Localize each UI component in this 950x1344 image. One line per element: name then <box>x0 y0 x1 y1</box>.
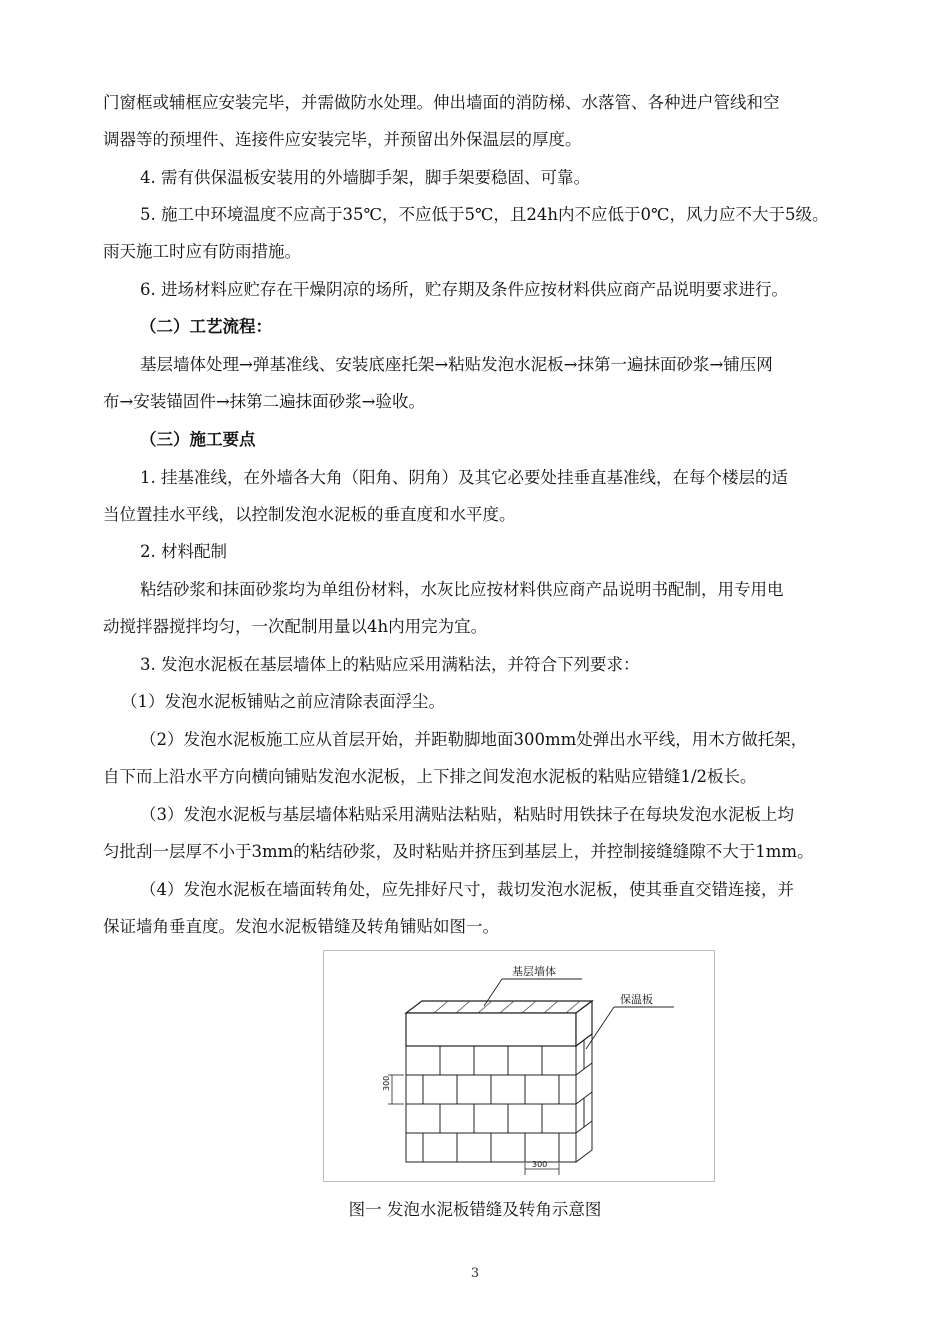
text-line: 调器等的预埋件、连接件应安装完毕，并预留出外保温层的厚度。 <box>103 130 582 149</box>
paragraph-continuation <box>103 84 893 158</box>
text-line: 自下而上沿水平方向横向铺贴发泡水泥板，上下排之间发泡水泥板的粘贴应错缝1/2板长。 <box>103 767 757 786</box>
paragraph-sub-3 <box>103 796 893 870</box>
dim-horizontal-label: 300 <box>532 1160 548 1169</box>
paragraph-sub-2 <box>103 721 893 795</box>
text-line: 3. 发泡水泥板在基层墙体上的粘贴应采用满粘法，并符合下列要求： <box>140 655 640 674</box>
text-line: （2）发泡水泥板施工应从首层开始，并距勒脚地面300mm处弹出水平线，用木方做托架， <box>140 730 808 749</box>
text-line: （3）发泡水泥板与基层墙体粘贴采用满贴法粘贴，粘贴时用铁抹子在每块发泡水泥板上均 <box>140 805 794 824</box>
text-line: 动搅拌器搅拌均匀，一次配制用量以4h内用完为宜。 <box>103 617 488 636</box>
paragraph-sub-1 <box>103 683 893 720</box>
text-line: （1）发泡水泥板铺贴之前应清除表面浮尘。 <box>121 692 445 711</box>
dim-vertical-label: 300 <box>382 1075 391 1091</box>
heading-text: （三）施工要点 <box>140 430 256 449</box>
paragraph-mixing <box>103 571 893 645</box>
text-line: （4）发泡水泥板在墙面转角处，应先排好尺寸，裁切发泡水泥板，使其垂直交错连接，并 <box>140 880 794 899</box>
text-line: 4. 需有供保温板安装用的外墙脚手架，脚手架要稳固、可靠。 <box>140 168 590 187</box>
front-boards <box>406 1046 576 1162</box>
page-number: 3 <box>470 1266 480 1281</box>
figure-caption: 图一 发泡水泥板错缝及转角示意图 <box>348 1200 602 1219</box>
paragraph-point-1 <box>103 459 893 533</box>
label-wall: 基层墙体 <box>512 965 556 978</box>
paragraph-item-4 <box>103 159 893 196</box>
paragraph-item-5 <box>103 196 893 270</box>
text-line: 匀批刮一层厚不小于3mm的粘结砂浆，及时粘贴并挤压到基层上，并控制接缝缝隙不大于1mm。 <box>103 842 814 861</box>
text-line: 当位置挂水平线，以控制发泡水泥板的垂直度和水平度。 <box>103 505 516 524</box>
paragraph-process-flow <box>103 346 893 420</box>
section-heading-key-points <box>103 421 893 458</box>
heading-text: （二）工艺流程： <box>140 317 272 336</box>
text-line: 粘结砂浆和抹面砂浆均为单组份材料，水灰比应按材料供应商产品说明书配制，用专用电 <box>140 580 784 599</box>
text-line: 5. 施工中环境温度不应高于35℃，不应低于5℃，且24h内不应低于0℃，风力应不大于5级。 <box>140 205 829 224</box>
label-board: 保温板 <box>620 993 653 1006</box>
paragraph-item-6 <box>103 271 893 308</box>
wall-diagram <box>324 951 714 1181</box>
text-line: 保证墙角垂直度。发泡水泥板错缝及转角铺贴如图一。 <box>103 917 499 936</box>
wall-front-slab <box>406 1013 576 1046</box>
side-boards <box>576 1034 592 1162</box>
text-line: 2. 材料配制 <box>140 542 227 561</box>
text-line: 6. 进场材料应贮存在干燥阴凉的场所，贮存期及条件应按材料供应商产品说明要求进行。 <box>140 280 788 299</box>
paragraph-point-3 <box>103 646 893 683</box>
wall-top-face <box>406 1001 592 1013</box>
text-line: 门窗框或辅框应安装完毕，并需做防水处理。伸出墙面的消防梯、水落管、各种进户管线和空 <box>103 93 780 112</box>
paragraph-sub-4 <box>103 871 893 945</box>
text-line: 雨天施工时应有防雨措施。 <box>103 242 301 261</box>
paragraph-point-2 <box>103 533 893 570</box>
section-heading-process <box>103 308 893 345</box>
figure-staggered-joints <box>323 950 715 1182</box>
text-line: 基层墙体处理→弹基准线、安装底座托架→粘贴发泡水泥板→抹第一遍抹面砂浆→铺压网 <box>140 355 773 374</box>
text-line: 布→安装锚固件→抹第二遍抹面砂浆→验收。 <box>103 392 425 411</box>
text-line: 1. 挂基准线，在外墙各大角（阳角、阴角）及其它必要处挂垂直基准线，在每个楼层的适 <box>140 468 788 487</box>
